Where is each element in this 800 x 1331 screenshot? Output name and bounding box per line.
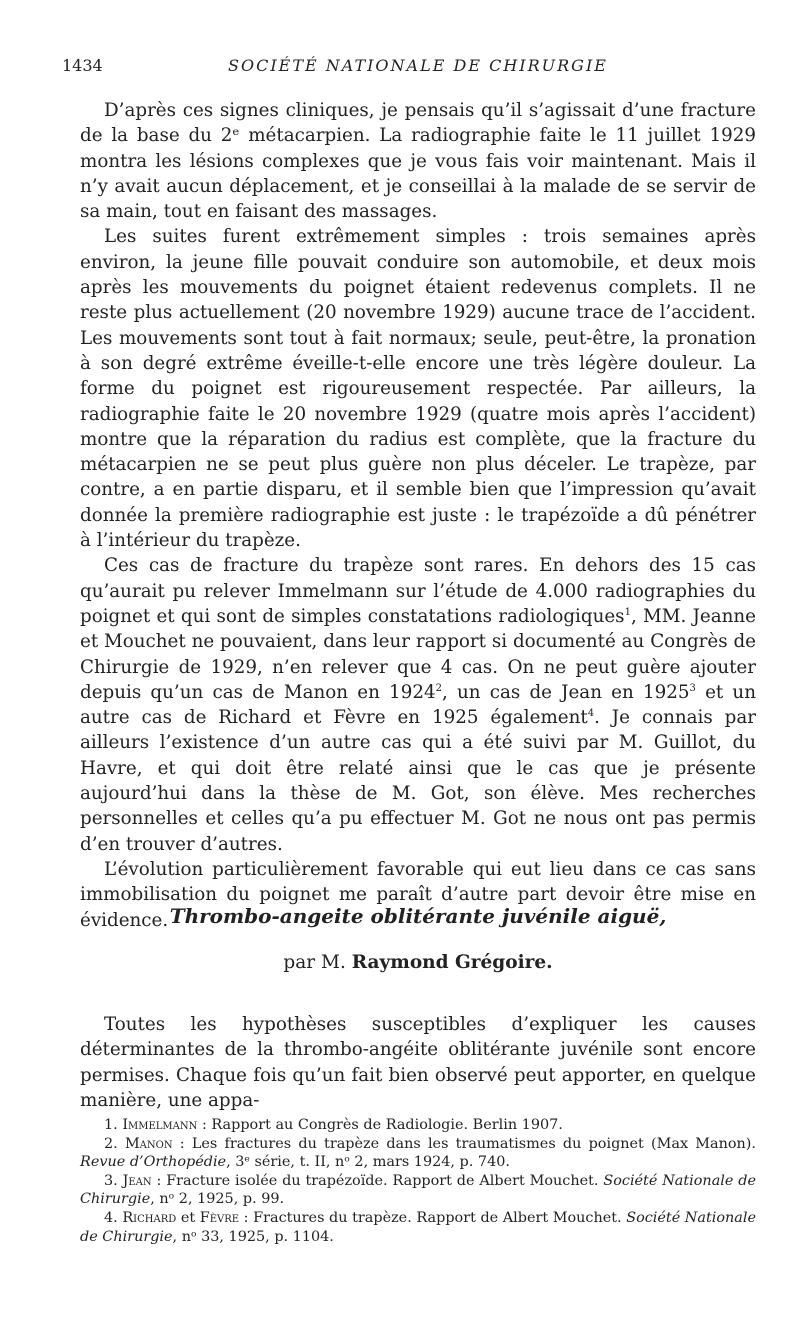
previous-article-text bbox=[80, 98, 756, 933]
footnote-journal: Société Nationale de Chirurgie bbox=[80, 1172, 756, 1208]
footnote-ref-1[interactable]: 1 bbox=[624, 606, 631, 618]
paragraph: D’après ces signes cliniques, je pensais qu’il s’agissait d’une fracture de la base du 2ᵉ métacarpien. La radiographie faite le 11 juillet 1929 montra les lésions complexes que je vous fais voir maintenant. Mais il n’y avait aucun déplacement, et je conseillai à la malade de se servir de sa main, tout en faisant des massages. bbox=[80, 100, 756, 223]
text-run: , un cas de Jean en 1925 bbox=[441, 681, 690, 703]
paragraph: L’évolution particulièrement favorable qui eut lieu dans ce cas sans immobilisation du poignet me paraît d’autre part devoir être mise en évidence. bbox=[80, 858, 756, 931]
footnote-text: , nᵒ 2, 1925, p. 99. bbox=[150, 1191, 285, 1208]
footnotes bbox=[80, 1116, 756, 1246]
article-title: Thrombo-angeite oblitérante juvénile aiguë, bbox=[169, 904, 667, 928]
byline-prefix: par M. bbox=[283, 952, 352, 973]
footnote-author: Jean bbox=[122, 1172, 152, 1189]
footnote-text: : Les fractures du trapèze dans les traumatismes du poignet (Max Manon). bbox=[172, 1135, 756, 1152]
footnote-author: Fèvre bbox=[199, 1209, 240, 1226]
footnote-text: : Fractures du trapèze. Rapport de Albert Mouchet. bbox=[239, 1209, 627, 1226]
footnote-author: Manon bbox=[124, 1135, 173, 1152]
author-name: Raymond Grégoire. bbox=[351, 952, 553, 973]
footnote-text: : Rapport au Congrès de Radiologie. Berlin 1907. bbox=[197, 1117, 563, 1133]
footnote-ref-4[interactable]: 4 bbox=[587, 708, 595, 720]
footnote-text: , nᵒ 33, 1925, p. 1104. bbox=[172, 1228, 334, 1245]
footnote bbox=[80, 1209, 756, 1246]
footnote-journal: Revue d’Orthopédie bbox=[80, 1154, 227, 1171]
footnote-number: 1. bbox=[104, 1117, 123, 1133]
footnote bbox=[80, 1135, 756, 1172]
text-run: , MM. Jeanne et Mouchet ne pouvaient, dans leur rapport si documenté au Congrès de Chirurgie de 1929, n’en relever que 4 cas. On ne peut guère ajouter depuis qu’un cas de Manon en 1924 bbox=[80, 605, 756, 703]
footnote-text: et bbox=[176, 1209, 200, 1226]
footnote-text: : Fracture isolée du trapézoïde. Rapport de Albert Mouchet. bbox=[151, 1172, 604, 1189]
paragraph bbox=[80, 553, 756, 857]
footnote-number: 4. bbox=[104, 1209, 123, 1226]
footnote-author: Immelmann bbox=[122, 1117, 198, 1133]
footnote-text: , 3ᵉ série, t. II, nᵒ 2, mars 1924, p. 740. bbox=[226, 1154, 510, 1171]
page-header bbox=[62, 56, 762, 82]
paragraph: Toutes les hypothèses susceptibles d’expliquer les causes déterminantes de la thrombo-angéite oblitérante juvénile sont encore permises. Chaque fois qu’un fait bien observé peut apporter, en quelque manière, une appa- bbox=[80, 1014, 756, 1111]
article-byline bbox=[80, 952, 756, 973]
page-number: 1434 bbox=[62, 56, 103, 75]
footnote-author: Richard bbox=[122, 1209, 177, 1226]
footnote-ref-2[interactable]: 2 bbox=[435, 682, 442, 694]
footnote-number: 2. bbox=[104, 1135, 125, 1152]
footnote bbox=[80, 1116, 756, 1135]
footnote-number: 3. bbox=[104, 1172, 123, 1189]
footnote bbox=[80, 1172, 756, 1209]
running-title: SOCIÉTÉ NATIONALE DE CHIRURGIE bbox=[228, 56, 608, 75]
text-run: . Je connais par ailleurs l’existence d’un autre cas qui a été suivi par M. Guillot, du Havre, et qui doit être relaté ainsi que le cas que je présente aujourd’hui dans la thèse de M. Got, son élève. Mes recherches personnelles et celles qu’a pu effectuer M. Got ne nous ont pas permis d’en trouver d’autres. bbox=[80, 707, 756, 855]
article-body bbox=[80, 1012, 756, 1113]
text-run: et un autre cas de Richard et Fèvre en 1925 également bbox=[80, 681, 756, 729]
footnote-ref-3[interactable]: 3 bbox=[689, 682, 696, 694]
footnote-journal: Société Nationale de Chirurgie bbox=[80, 1209, 756, 1245]
paragraph: Les suites furent extrêmement simples : trois semaines après environ, la jeune fille pouvait conduire son automobile, et deux mois après les mouvements du poignet étaient redevenus complets. Il ne reste plus actuellement (20 novembre 1929) aucune trace de l’accident. Les mouvements sont tout à fait normaux; seule, peut-être, la pronation à son degré extrême éveille-t-elle encore une très légère douleur. La forme du poignet est rigoureusement respectée. Par ailleurs, la radiographie faite le 20 novembre 1929 (quatre mois après l’accident) montre que la réparation du radius est complète, que la fracture du métacarpien ne se peut plus guère non plus déceler. Le trapèze, par contre, a en partie disparu, et il semble bien que l’impression qu’avait donnée la première radiographie est juste : le trapézoïde a dû pénétrer à l’intérieur du trapèze. bbox=[80, 226, 756, 552]
text-run: Ces cas de fracture du trapèze sont rares. En dehors des 15 cas qu’aurait pu relever Immelmann sur l’étude de 4.000 radiographies du poignet et qui sont de simples constatations radiologiques bbox=[80, 555, 756, 627]
